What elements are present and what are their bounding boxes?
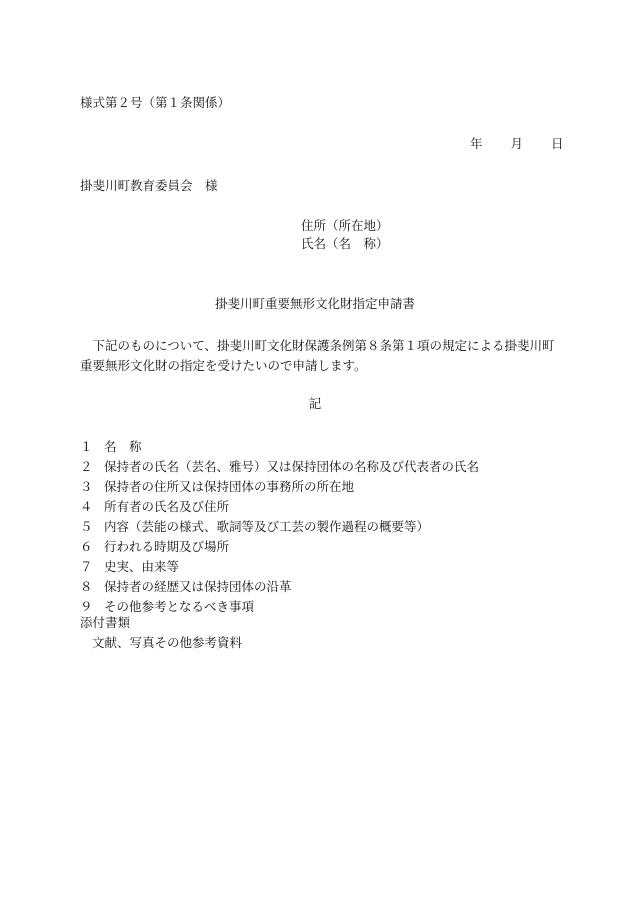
item-text: 内容（芸能の様式、歌詞等及び工芸の製作過程の概要等） bbox=[104, 518, 430, 534]
item-text: 保持者の氏名（芸名、雅号）又は保持団体の名称及び代表者の氏名 bbox=[104, 458, 480, 474]
item-number: ５ bbox=[80, 518, 93, 534]
item-text: その他参考となるべき事項 bbox=[104, 598, 255, 614]
item-text: 保持者の住所又は保持団体の事務所の所在地 bbox=[104, 478, 355, 494]
item-number: ６ bbox=[80, 538, 93, 554]
list-item bbox=[80, 437, 479, 457]
body-text: 下記のものについて、掛斐川町文化財保護条例第８条第１項の規定による掛斐川町重要無形文化財の指定を受けたいので申請します。 bbox=[80, 338, 555, 373]
list-item bbox=[80, 477, 479, 497]
item-text: 所有者の氏名及び住所 bbox=[104, 498, 230, 514]
applicant-name-label: 氏名（名 称） bbox=[301, 236, 389, 251]
document-title: 掛斐川町重要無形文化財指定申請書 bbox=[214, 296, 415, 311]
applicant-address-label: 住所（所在地） bbox=[301, 218, 389, 233]
addressee: 掛斐川町教育委員会 様 bbox=[80, 178, 218, 193]
form-number: 様式第２号（第１条関係） bbox=[80, 95, 231, 110]
list-item bbox=[80, 517, 479, 537]
list-item bbox=[80, 557, 479, 577]
list-item bbox=[80, 537, 479, 557]
item-text: 行われる時期及び場所 bbox=[104, 538, 230, 554]
item-text: 保持者の経歴又は保持団体の沿革 bbox=[104, 578, 292, 594]
item-number: ９ bbox=[80, 598, 93, 614]
item-number: ３ bbox=[80, 478, 93, 494]
item-text: 史実、由来等 bbox=[104, 558, 180, 574]
item-number: ７ bbox=[80, 558, 93, 574]
date-month-label: 月 bbox=[510, 136, 524, 151]
item-text: 名 称 bbox=[104, 438, 142, 454]
date-day-label: 日 bbox=[551, 136, 564, 151]
list-item bbox=[80, 497, 479, 517]
item-number: ４ bbox=[80, 498, 93, 514]
date-line bbox=[470, 138, 564, 151]
list-item bbox=[80, 577, 479, 597]
ki-label: 記 bbox=[308, 396, 322, 411]
item-number: １ bbox=[80, 438, 93, 454]
body-paragraph bbox=[80, 336, 560, 376]
date-year-label: 年 bbox=[470, 136, 483, 151]
list-item bbox=[80, 457, 479, 477]
attachments-content: 文献、写真その他参考資料 bbox=[92, 635, 243, 650]
item-list bbox=[80, 437, 479, 617]
list-item bbox=[80, 597, 479, 617]
item-number: ２ bbox=[80, 458, 93, 474]
item-number: ８ bbox=[80, 578, 93, 594]
attachments-heading: 添付書類 bbox=[80, 615, 131, 630]
